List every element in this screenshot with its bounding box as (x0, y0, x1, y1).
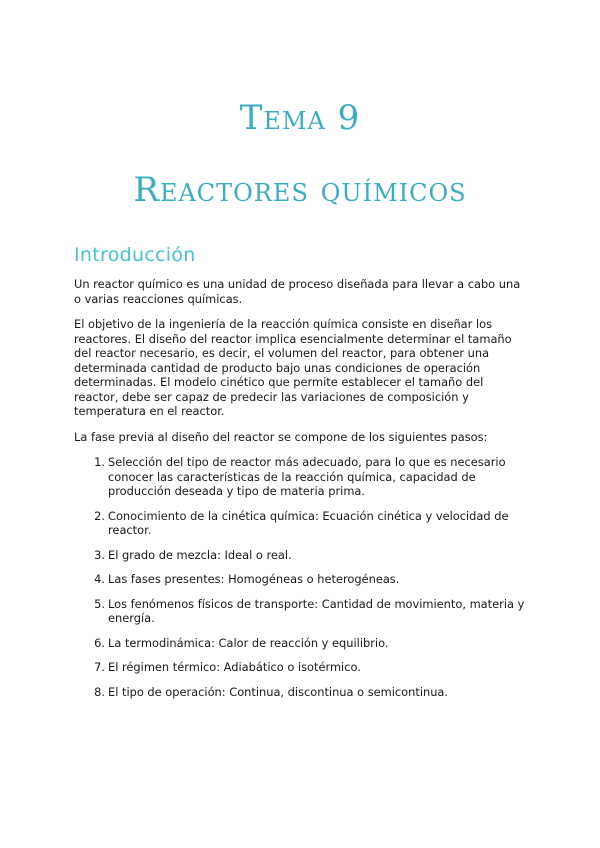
steps-list (74, 455, 526, 699)
title-line-1: Tema 9 (239, 98, 361, 138)
document-title (0, 96, 600, 212)
list-item-number: 7. (94, 660, 105, 674)
list-item-number: 4. (94, 572, 105, 586)
list-item-text: El tipo de operación: Continua, discontinua o semicontinua. (108, 684, 449, 699)
title-line-2: Reactores químicos (133, 170, 467, 210)
list-item (74, 509, 526, 538)
list-item-number: 5. (94, 596, 105, 611)
list-item-text: Selección del tipo de reactor más adecuado, para lo que es necesario conocer las características de la reacción química, capacidad de producción deseada y tipo de materia prima. (108, 455, 506, 498)
list-item-number: 2. (94, 508, 105, 523)
list-item (74, 685, 526, 700)
list-item-text: Los fenómenos físicos de transporte: Cantidad de movimiento, materia y energía. (108, 596, 525, 625)
list-item-number: 6. (94, 635, 105, 650)
list-item (74, 455, 526, 499)
list-item-text: La termodinámica: Calor de reacción y equilibrio. (108, 635, 389, 650)
list-item (74, 548, 526, 563)
paragraph-1: Un reactor químico es una unidad de proceso diseñada para llevar a cabo una o varias reacciones químicas. (74, 277, 521, 306)
list-item (74, 660, 526, 675)
list-item-number: 1. (94, 455, 105, 469)
list-item-number: 3. (94, 547, 105, 562)
list-item-text: Las fases presentes: Homogéneas o heterogéneas. (108, 572, 400, 586)
paragraph-3: La fase previa al diseño del reactor se compone de los siguientes pasos: (74, 429, 488, 444)
section-heading: Introducción (74, 244, 196, 266)
document-body (74, 277, 526, 709)
list-item-text: El grado de mezcla: Ideal o real. (108, 547, 292, 562)
list-item (74, 597, 526, 626)
paragraph-2: El objetivo de la ingeniería de la reacción química consiste en diseñar los reactores. El diseño del reactor implica esencialmente determinar el tamaño del reactor necesario, es decir, el volumen del reactor, para obtener una determinada cantidad de producto bajo unas condiciones de operación determinadas. El modelo cinético que permite establecer el tamaño del reactor, debe ser capaz de predecir las variaciones de composición y temperatura en el reactor. (74, 317, 512, 418)
list-item (74, 572, 526, 587)
list-item-text: Conocimiento de la cinética química: Ecuación cinética y velocidad de reactor. (108, 508, 509, 537)
list-item (74, 636, 526, 651)
list-item-text: El régimen térmico: Adiabático o isotérmico. (108, 660, 361, 674)
list-item-number: 8. (94, 684, 105, 699)
